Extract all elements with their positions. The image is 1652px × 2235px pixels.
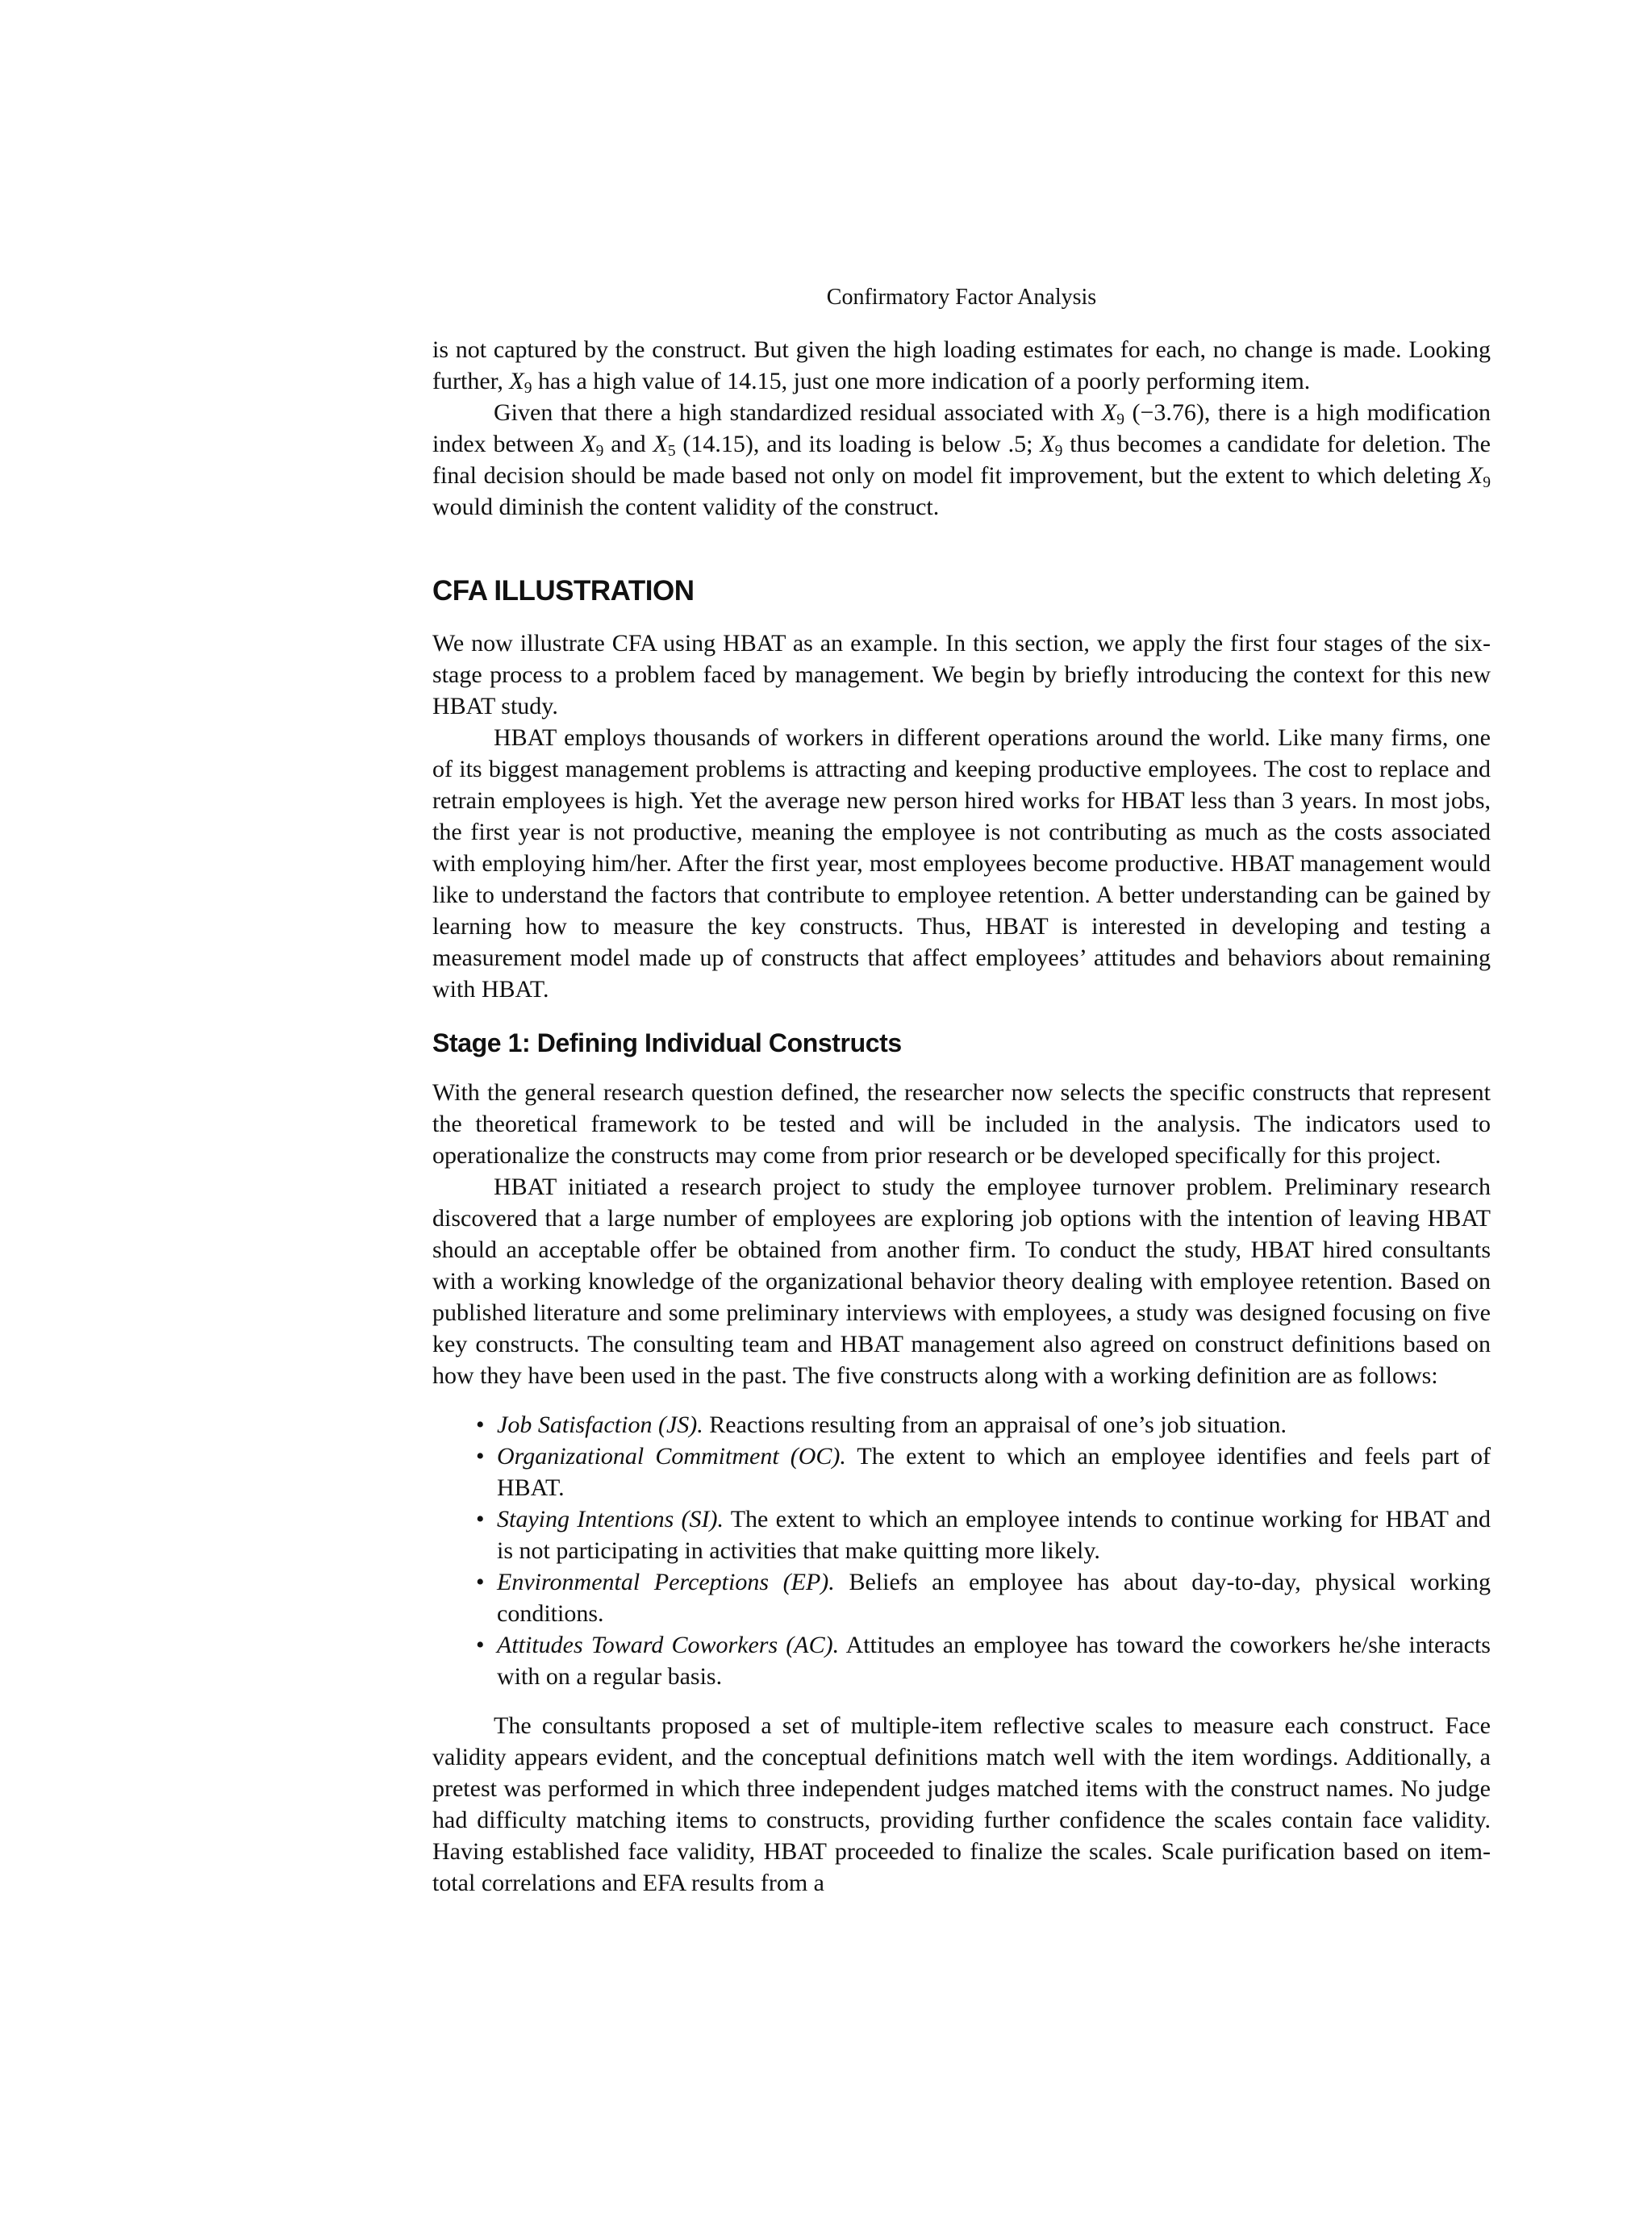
running-head: Confirmatory Factor Analysis — [826, 285, 1097, 310]
paragraph-6: HBAT initiated a research project to study the employee turnover problem. Preliminary research discovered that a large number of employees are exploring job options with the intention of leaving HBAT should an acceptable offer be obtained from another firm. To conduct the study, HBAT hired consultants with a working knowledge of the organizational behavior theory dealing with employee retention. Based on published literature and some preliminary interviews with employees, a study was designed focusing on five key constructs. The consulting team and HBAT management also agreed on construct definitions based on how they have been used in the past. The five constructs along with a working definition are as follows: — [432, 1174, 1491, 1390]
document-page — [432, 284, 1491, 1899]
bullet-icon: • — [476, 1443, 485, 1470]
construct-definition: Reactions resulting from an appraisal of one’s job situation. — [703, 1411, 1287, 1439]
construct-term: Organizational Commitment (OC). — [497, 1443, 846, 1470]
construct-list — [432, 1409, 1491, 1692]
construct-term: Attitudes Toward Coworkers (AC). — [497, 1632, 840, 1659]
section-title: CFA ILLUSTRATION — [432, 574, 695, 607]
list-item — [432, 1441, 1491, 1503]
list-item — [432, 1409, 1491, 1441]
bullet-icon: • — [476, 1569, 485, 1596]
paragraph-2: Given that there a high standardized residual associated with $X_9$ (−3.76), there is a high modification index between $X_9$ and $X_5$ (14.15), and its loading is below .5; $X_9$ thus becomes a candidate for deletion. The final decision should be made based not only on model fit improvement, but the extent to which deleting $X_9$ would diminish the content validity of the construct. — [432, 398, 1491, 520]
construct-term: Environmental Perceptions (EP). — [497, 1569, 835, 1596]
subsection-title: Stage 1: Defining Individual Constructs — [432, 1028, 902, 1058]
paragraph-4: HBAT employs thousands of workers in different operations around the world. Like many firms, one of its biggest management problems is attracting and keeping productive employees. The cost to replace and retrain employees is high. Yet the average new person hired works for HBAT less than 3 years. In most jobs, the first year is not productive, meaning the employee is not contributing as much as the costs associated with employing him/her. After the first year, most employees become productive. HBAT management would like to understand the factors that contribute to employee retention. A better understanding can be gained by learning how to measure the key constructs. Thus, HBAT is interested in developing and testing a measurement model made up of constructs that affect employees’ attitudes and behaviors about remaining with HBAT. — [432, 724, 1491, 1003]
construct-definition: Attitudes an employee has toward the coworkers he/she interacts with on a regular basis. — [497, 1632, 1491, 1691]
construct-definition: Beliefs an employee has about day-to-day, physical working conditions. — [497, 1569, 1491, 1628]
bullet-icon: • — [476, 1411, 485, 1439]
bullet-icon: • — [476, 1632, 485, 1659]
construct-definition: The extent to which an employee identifies and feels part of HBAT. — [497, 1443, 1491, 1502]
paragraph-3: We now illustrate CFA using HBAT as an example. In this section, we apply the first four stages of the six-stage process to a problem faced by management. We begin by briefly introducing the context for this new HBAT study. — [432, 630, 1491, 720]
paragraph-7: The consultants proposed a set of multiple-item reflective scales to measure each construct. Face validity appears evident, and the conceptual definitions match well with the item wordings. Additionally, a pretest was performed in which three independent judges matched items with the construct names. No judge had difficulty matching items to constructs, providing further confidence the scales contain face validity. Having established face validity, HBAT proceeded to finalize the scales. Scale purification based on item-total correlations and EFA results from a — [432, 1712, 1491, 1897]
paragraph-5: With the general research question defined, the researcher now selects the specific constructs that represent the theoretical framework to be tested and will be included in the analysis. The indicators used to operationalize the constructs may come from prior research or be developed specifically for this project. — [432, 1079, 1491, 1170]
list-item — [432, 1566, 1491, 1629]
list-item — [432, 1629, 1491, 1692]
construct-definition: The extent to which an employee intends to continue working for HBAT and is not participating in activities that make quitting more likely. — [497, 1506, 1491, 1565]
construct-term: Job Satisfaction (JS). — [497, 1411, 703, 1439]
bullet-icon: • — [476, 1506, 485, 1533]
construct-term: Staying Intentions (SI). — [497, 1506, 724, 1533]
list-item — [432, 1503, 1491, 1566]
paragraph-1: is not captured by the construct. But given the high loading estimates for each, no change is made. Looking further, $X_9$ has a high value of 14.15, just one more indication of a poorly performing item. — [432, 336, 1491, 397]
